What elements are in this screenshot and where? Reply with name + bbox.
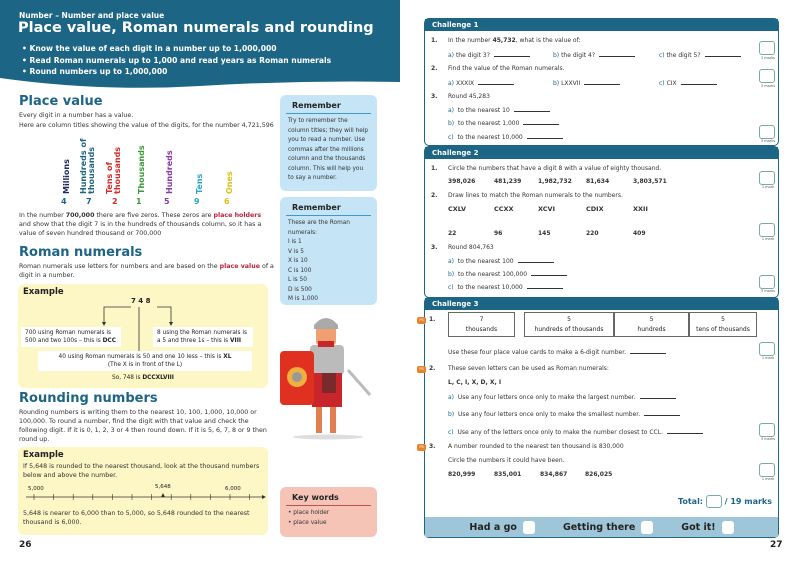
question-number: 3. [429, 443, 436, 450]
marks-label: 1 mark [761, 477, 775, 481]
column-digit: 2 [112, 197, 118, 206]
total-out-of: / 19 marks [724, 497, 772, 506]
key-words-box [280, 487, 377, 537]
roman-numeral-option[interactable]: CXLV [448, 205, 467, 213]
column-title: Thousands [137, 145, 146, 194]
place-value-intro: Here are column titles showing the value of the digits, for the number 4,721,596 [19, 122, 274, 129]
remember-text: Try to remember the column titles; they will help you to read a number. Use commas after the millions column and the thousands column. This will help you to say a number. [288, 118, 369, 181]
column-title: Ones [225, 171, 234, 194]
getting-there-option[interactable]: Getting there [563, 521, 653, 534]
answer-part[interactable]: c) to the nearest 10,000 [448, 134, 563, 141]
question-text: Round 804,763 [448, 244, 494, 251]
rounding-text: Rounding numbers is writing them to the nearest 10, 100, 1,000, 10,000 or 100,000. To round a number, find the digit with that value and check the following digit. If it is 0, 1, 2, 3 or 4 then round down. If it is 5, 6, 7, 8 or 9 then round up. [19, 409, 267, 443]
total-box[interactable] [706, 495, 722, 508]
rounding-heading: Rounding numbers [19, 391, 158, 406]
key-word: • place value [288, 519, 327, 526]
remember-heading: Remember [286, 95, 371, 114]
roman-item: C is 100 [288, 267, 312, 274]
objective: • Round numbers up to 1,000,000 [22, 67, 168, 76]
number-target[interactable]: 409 [633, 230, 646, 237]
number-option[interactable]: 398,026 [448, 178, 476, 185]
example-ones: 8 using the Roman numerals is a 5 and three 1s – this is VIII [153, 327, 253, 347]
answer-part[interactable]: b) to the nearest 1,000 [448, 120, 559, 127]
marks-label: 3 marks [760, 437, 776, 441]
page-number: 26 [19, 540, 32, 550]
example-heading: Example [23, 287, 64, 297]
rounding-example-box [18, 447, 268, 535]
number-option[interactable]: 826,025 [585, 471, 613, 478]
roman-item: D is 500 [288, 286, 312, 293]
got-it-option[interactable]: Got it! [681, 521, 733, 534]
answer-part[interactable]: a) the digit 3? [448, 52, 530, 59]
answer-part[interactable]: b) Use any four letters once only to make the smallest number. [448, 411, 680, 418]
roman-item: M is 1,000 [288, 296, 318, 302]
marks-box[interactable] [759, 223, 775, 237]
answer-part[interactable]: c) CIX [659, 80, 717, 87]
objective: • Know the value of each digit in a number up to 1,000,000 [22, 44, 277, 53]
question-text: Draw lines to match the Roman numerals to the numbers. [448, 192, 623, 199]
challenge-heading: Challenge 2 [425, 147, 778, 159]
answer-part[interactable]: a) to the nearest 100 [448, 258, 554, 265]
number-option[interactable]: 81,634 [586, 178, 610, 185]
roman-numeral-option[interactable]: CDIX [586, 205, 604, 213]
remember-heading: Remember [286, 197, 371, 216]
marks-box[interactable] [759, 171, 775, 185]
place-value-heading: Place value [19, 94, 103, 109]
self-assessment-bar [425, 517, 778, 537]
example-tens: 40 using Roman numerals is 50 and one 10 less – this is XL (The X is in front of the L) [38, 351, 252, 371]
roman-item: X is 10 [288, 258, 308, 264]
question-number: 1. [429, 316, 436, 323]
question-text: A number rounded to the nearest ten thousand is 830,000 [448, 443, 624, 450]
roman-example-box [18, 284, 268, 388]
place-value-card: 5 hundreds [614, 312, 689, 337]
strand-label: Number – Number and place value [19, 11, 165, 20]
marks-label: 1 mark [761, 356, 775, 360]
number-option[interactable]: 481,239 [494, 178, 522, 185]
example-intro: If 5,648 is rounded to the nearest thousand, look at the thousand numbers below and above the number. [23, 463, 260, 479]
number-option[interactable]: 835,001 [494, 471, 522, 478]
question-number: 3. [431, 244, 438, 251]
key-words-list [280, 506, 377, 531]
number-line-label: 5,000 [28, 486, 44, 492]
challenge-1 [424, 18, 779, 146]
roman-intro: These are the Roman numerals: [288, 220, 350, 236]
column-digit: 1 [136, 197, 142, 206]
place-holder-paragraph: In the number 700,000 there are five zeros. These zeros are place holders and show that the digit 7 is in the hundreds of thousands column, so it has a value of seven hundred thousand or 700,000 [19, 212, 262, 237]
answer-part[interactable]: c) the digit 5? [659, 52, 741, 59]
remember-roman-box [280, 197, 377, 305]
marks-label: 1 mark [761, 185, 775, 189]
marks-box[interactable] [759, 423, 775, 437]
roman-item: L is 50 [288, 277, 307, 283]
marks-label: 3 marks [760, 56, 776, 60]
answer-part[interactable]: b) to the nearest 100,000 [448, 271, 567, 278]
marks-box[interactable] [759, 41, 775, 55]
number-option[interactable]: 834,867 [540, 471, 568, 478]
question-number: 1. [431, 37, 438, 44]
challenge-heading: Challenge 1 [425, 19, 778, 31]
place-value-card: 5 tens of thousands [689, 312, 757, 337]
objective: • Read Roman numerals up to 1,000 and read years as Roman numerals [22, 56, 332, 65]
question-number: 2. [431, 65, 438, 72]
place-value-card: 5 hundreds of thousands [524, 312, 614, 337]
number-line-label: 5,648 [155, 484, 171, 490]
question-number: 2. [431, 192, 438, 199]
answer-part[interactable]: c) Use any of the letters once only to make the number closest to CCL. [448, 429, 703, 436]
question-number: 2. [429, 365, 436, 372]
roman-numeral-option[interactable]: XCVI [538, 205, 555, 213]
column-digit: 4 [61, 197, 67, 206]
key-word: • place holder [288, 510, 330, 516]
total [678, 495, 772, 509]
place-value-card: 7 thousands [448, 312, 515, 337]
question-text: Circle the numbers that have a digit 8 with a value of eighty thousand. [448, 165, 662, 172]
challenge-3 [419, 297, 779, 538]
challenge-heading: Challenge 3 [425, 298, 778, 310]
answer-part[interactable]: a) to the nearest 10 [448, 107, 550, 114]
column-digit: 5 [164, 197, 170, 206]
question-text: Find the value of the Roman numerals. [448, 65, 565, 72]
column-digit: 9 [194, 197, 200, 206]
number-target[interactable]: 220 [586, 230, 599, 237]
answer-part[interactable]: a) XXXIX [448, 80, 514, 87]
question-number: 1. [431, 165, 438, 172]
problem-solving-icon: PS [417, 444, 426, 451]
question-text: Round 45,283 [448, 93, 490, 100]
number-target[interactable]: 22 [448, 230, 457, 237]
column-title: Tens of thousands [105, 146, 122, 194]
remember-box [280, 95, 377, 191]
question-number: 3. [431, 93, 438, 100]
had-a-go-option[interactable]: Had a go [469, 521, 535, 534]
example-number: 7 4 8 [131, 297, 151, 305]
page-number: 27 [770, 540, 783, 550]
number-target[interactable]: 96 [494, 230, 503, 237]
question-text: Circle the numbers it could have been. [448, 457, 565, 464]
example-hundreds: 700 using Roman numerals is 500 and two 100s – this is DCC [21, 327, 121, 347]
answer-part[interactable]: b) the digit 4? [553, 52, 635, 59]
question-text[interactable]: Use these four place value cards to make a 6-digit number. [448, 349, 666, 356]
wave-decoration [0, 78, 400, 92]
marks-label: 3 marks [760, 139, 776, 143]
number-target[interactable]: 145 [538, 230, 551, 237]
question-text: In the number 45,732, what is the value of: [448, 37, 581, 44]
marks-label: 3 marks [760, 84, 776, 88]
answer-part[interactable]: b) LXXVII [553, 80, 620, 87]
problem-solving-icon: PS [417, 366, 426, 373]
column-title: Tens [195, 173, 204, 194]
column-digit: 6 [224, 197, 230, 206]
roman-letters: L, C, I, X, D, X, I [448, 379, 502, 386]
column-title: Millions [62, 159, 71, 194]
column-title: Hundreds [165, 150, 174, 194]
place-value-intro: Every digit in a number has a value. [19, 112, 134, 119]
challenge-2 [424, 146, 779, 298]
example-heading: Example [23, 450, 64, 460]
roman-list [280, 216, 377, 308]
marks-box[interactable] [759, 342, 775, 356]
number-option[interactable]: 3,803,571 [633, 178, 667, 185]
roman-numeral-option[interactable]: XXII [633, 205, 648, 213]
roman-numerals-heading: Roman numerals [19, 245, 143, 260]
answer-part[interactable]: a) Use any four letters once only to make the largest number. [448, 394, 676, 401]
roman-item: I is 1 [288, 239, 302, 245]
number-option[interactable]: 820,999 [448, 471, 476, 478]
roman-intro: Roman numerals use letters for numbers and are based on the place value of a digit in a number. [19, 263, 274, 279]
example-conclusion: 5,648 is nearer to 6,000 than to 5,000, so 5,648 rounded to the nearest thousand is 6,000. [23, 510, 250, 526]
roman-numeral-option[interactable]: CCXX [494, 205, 514, 213]
marks-box[interactable] [759, 463, 775, 477]
roman-soldier-illustration [278, 315, 373, 440]
example-result: So, 748 is DCCXLVIII [112, 375, 174, 381]
marks-box[interactable] [759, 125, 775, 139]
page-title: Place value, Roman numerals and rounding [18, 20, 374, 36]
marks-label: 3 marks [760, 289, 776, 293]
marks-label: 1 mark [761, 237, 775, 241]
number-line-label: 6,000 [225, 486, 241, 492]
number-option[interactable]: 1,982,732 [538, 178, 572, 185]
total-label: Total: [677, 497, 704, 506]
number-line [18, 491, 268, 503]
problem-solving-icon: PS [417, 317, 426, 324]
answer-part[interactable]: c) to the nearest 10,000 [448, 284, 563, 291]
question-text: These seven letters can be used as Roman numerals: [448, 365, 609, 372]
key-words-heading: Key words [286, 487, 371, 506]
column-digit: 7 [86, 197, 92, 206]
marks-box[interactable] [759, 69, 775, 83]
marks-box[interactable] [759, 275, 775, 289]
roman-item: V is 5 [288, 248, 304, 255]
column-title: Hundreds of thousands [79, 138, 96, 194]
